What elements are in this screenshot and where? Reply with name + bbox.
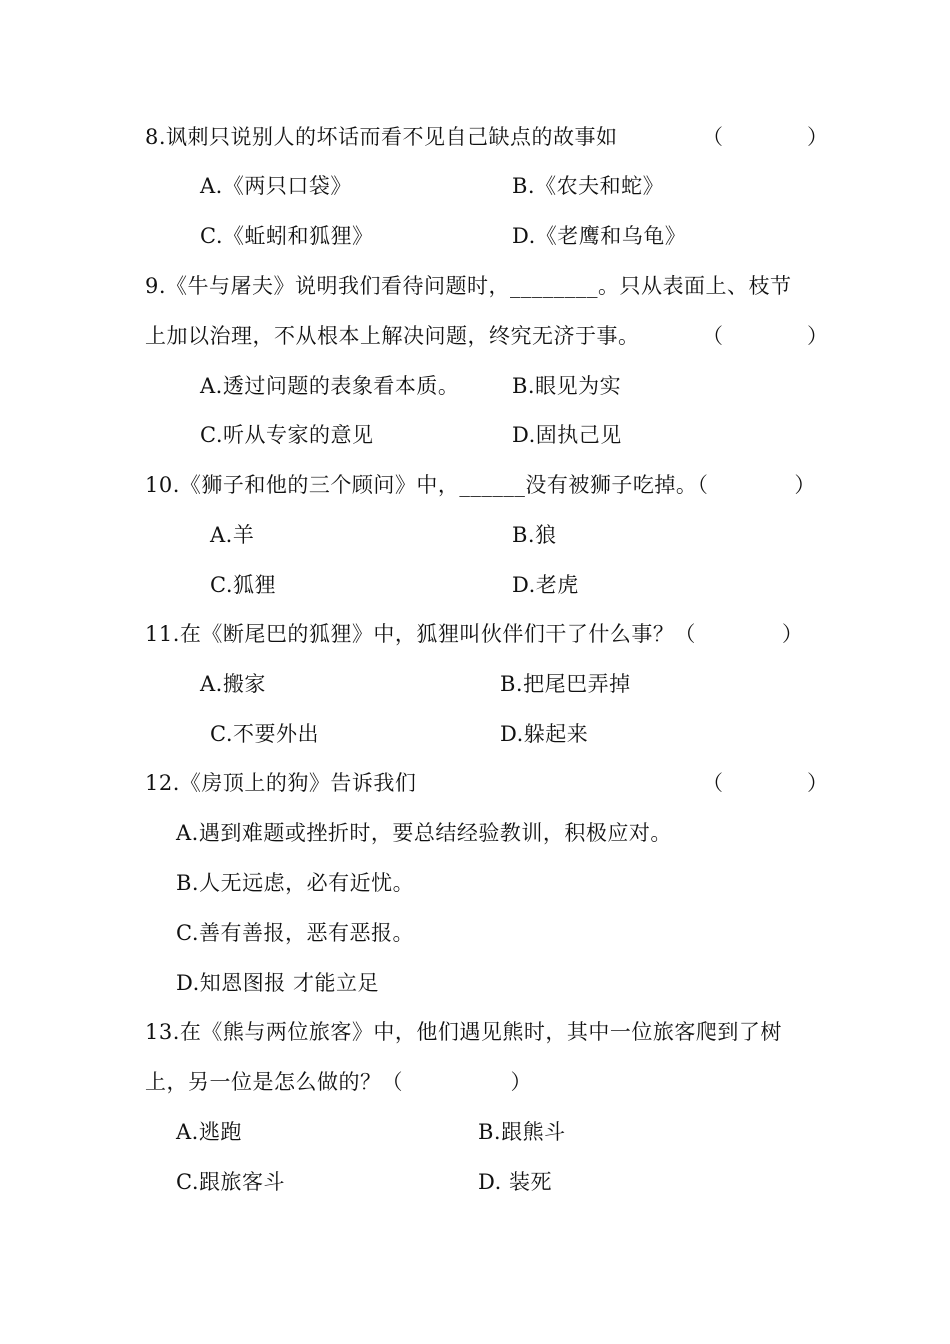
q9-answer-blank[interactable]: （ ） (702, 324, 828, 348)
q13-stem-line1: 13.在《熊与两位旅客》中，他们遇见熊时，其中一位旅客爬到了树 (145, 1020, 782, 1044)
q11-option-a: A.搬家 (200, 672, 266, 696)
q12-answer-blank[interactable]: （ ） (702, 771, 828, 795)
q9-option-b: B.眼见为实 (512, 374, 622, 398)
q11-option-b: B.把尾巴弄掉 (500, 672, 631, 696)
q10-option-d: D.老虎 (512, 573, 579, 597)
q9-option-d: D.固执己见 (512, 423, 622, 447)
q13-option-a: A.逃跑 (176, 1120, 242, 1144)
q9-stem-line1: 9.《牛与屠夫》说明我们看待问题时，________。只从表面上、枝节 (145, 274, 792, 298)
q9-option-c: C.听从专家的意见 (200, 423, 374, 447)
q13-stem-line2: 上，另一位是怎么做的？（ ） (145, 1070, 532, 1094)
q10-option-c: C.狐狸 (210, 573, 276, 597)
q8-option-a: A.《两只口袋》 (200, 174, 352, 198)
q10-stem: 10.《狮子和他的三个顾问》中，______没有被狮子吃掉。（ ） (145, 473, 816, 497)
q8-option-b: B.《农夫和蛇》 (512, 174, 665, 198)
q12-option-b: B.人无远虑，必有近忧。 (176, 871, 415, 895)
q12-stem: 12.《房顶上的狗》告诉我们 (145, 771, 417, 795)
q10-option-a: A.羊 (210, 523, 255, 547)
q13-option-d: D. 装死 (478, 1170, 552, 1194)
q8-option-c: C.《蚯蚓和狐狸》 (200, 224, 374, 248)
q11-option-c: C.不要外出 (210, 722, 319, 746)
q8-answer-blank[interactable]: （ ） (702, 125, 828, 149)
q13-option-b: B.跟熊斗 (478, 1120, 566, 1144)
q11-option-d: D.躲起来 (500, 722, 589, 746)
q10-option-b: B.狼 (512, 523, 557, 547)
q12-option-d: D.知恩图报 才能立足 (176, 971, 379, 995)
q9-option-a: A.透过问题的表象看本质。 (200, 374, 460, 398)
q12-option-a: A.遇到难题或挫折时，要总结经验教训，积极应对。 (176, 821, 672, 845)
q12-option-c: C.善有善报，恶有恶报。 (176, 921, 414, 945)
q8-option-d: D.《老鹰和乌龟》 (512, 224, 687, 248)
q9-stem-line2: 上加以治理，不从根本上解决问题，终究无济于事。 (145, 324, 640, 348)
q13-option-c: C.跟旅客斗 (176, 1170, 285, 1194)
q11-stem: 11.在《断尾巴的狐狸》中，狐狸叫伙伴们干了什么事？（ ） (145, 622, 804, 646)
q8-stem: 8.讽刺只说别人的坏话而看不见自己缺点的故事如 (145, 125, 618, 149)
